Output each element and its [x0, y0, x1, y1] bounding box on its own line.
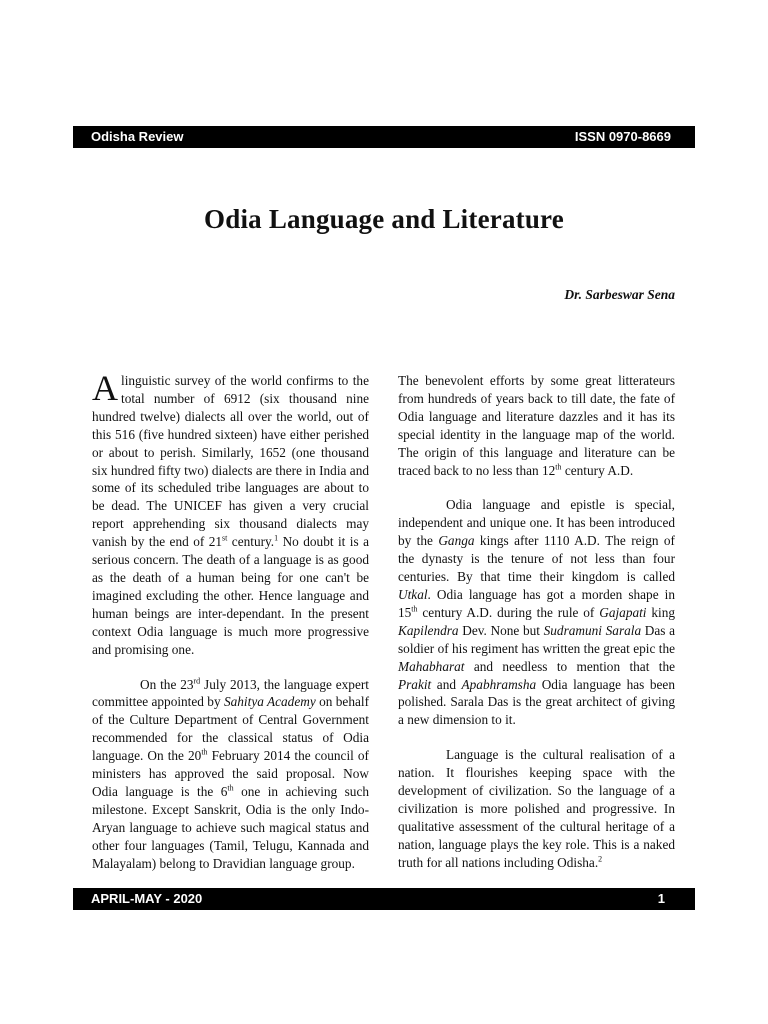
text-run: Odia language has been polished. Sarala Das is the great architect of giving a new dimension to it.	[398, 676, 675, 728]
right-column	[398, 372, 675, 889]
text-run: . Odia language has got a morden shape in 15	[398, 586, 675, 620]
italic-text: Mahabharat	[398, 658, 465, 674]
footnote-ref: 1	[274, 533, 279, 543]
journal-header-bar	[73, 126, 695, 148]
right-paragraph-1	[398, 372, 675, 479]
issn: ISSN 0970-8669	[574, 129, 671, 144]
italic-text: Sahitya Academy	[223, 694, 316, 710]
text-run: February 2014 the council of ministers has approved the said proposal. Now Odia language is the 6	[92, 748, 369, 799]
text-run: kings after 1110 A.D. The reign of the dynasty is the tenure of not less than four centuries. By that time their kingdom is called	[398, 533, 675, 585]
italic-text: Kapilendra	[398, 622, 459, 638]
superscript: th	[227, 783, 234, 793]
text-run: king	[646, 604, 675, 620]
left-paragraph-2	[92, 676, 369, 873]
superscript: st	[222, 533, 228, 543]
italic-text: Apabhramsha	[461, 676, 537, 692]
superscript: th	[201, 747, 208, 757]
right-paragraph-2	[398, 496, 675, 729]
superscript: rd	[193, 676, 201, 686]
text-run: Dev. None but	[458, 622, 544, 638]
text-run: century.	[227, 534, 275, 550]
footer-bar	[73, 888, 695, 910]
text-run: Das a soldier of his regiment has written the great epic the	[398, 622, 676, 656]
italic-text: Sudramuni Sarala	[543, 622, 642, 638]
footnote-ref: 2	[598, 854, 603, 864]
text-run: and needless to mention that the	[464, 658, 675, 674]
text-run: and	[431, 676, 462, 692]
italic-text: Gajapati	[599, 604, 647, 620]
journal-name: Odisha Review	[91, 129, 184, 144]
italic-text: Prakit	[398, 676, 432, 692]
italic-text: Ganga	[438, 533, 475, 549]
superscript: th	[555, 462, 562, 472]
italic-text: Utkal	[398, 586, 428, 602]
text-run: On the 23	[140, 676, 194, 692]
left-paragraph-1	[92, 368, 370, 659]
text-run: on behalf of the Culture Department of Central Government recommended for the classical status of Odia language. On the 20	[92, 694, 370, 764]
text-run: century A.D.	[561, 462, 634, 478]
superscript: th	[411, 604, 418, 614]
text-run: Language is the cultural realisation of a nation. It flourishes keeping space with the development of civilization. So the language of a civilization is more polished and progressive. In qualitative assessment of the cultural heritage of a nation, language plays the key role. This is a naked truth for all nations including Odisha.	[398, 747, 675, 870]
text-run: linguistic survey of the world confirms to the total number of 6912 (six thousand nine hundred twelve) dialects all over the world, out of this 516 (five hundred sixteen) have either perished or about to perish. Similarly, 1652 (one thousand six hundred fifty two) dialects are there in India and some of its scheduled tribe languages are about to be dead. The UNICEF has given a very crucial report apprehending six thousand dialects may vanish by the end of 21	[92, 373, 369, 550]
author-name: Dr. Sarbeswar Sena	[564, 287, 675, 302]
text-run: No doubt it is a serious concern. The death of a language is as good as the death of a human being for one can't be imagined excluding the other. Hence language and human beings are inter-dependant. In the present context Odia language is much more progressive and promising one.	[92, 534, 370, 657]
issue-date: APRIL-MAY - 2020	[91, 891, 203, 906]
text-run: The benevolent efforts by some great litterateurs from hundreds of years back to till date, the fate of Odia language and literature dazzles and it has its special identity in the language map of the world. The origin of this language and literature can be traced back to no less than 12	[398, 373, 675, 478]
text-run: century A.D. during the rule of	[417, 604, 600, 620]
right-paragraph-3	[398, 746, 675, 871]
text-run: Odia language and epistle is special, independent and unique one. It has been introduced by the	[398, 497, 675, 549]
text-run: July 2013, the language expert committee appointed by	[92, 676, 369, 710]
left-column	[92, 368, 370, 889]
article-title: Odia Language and Literature	[204, 204, 564, 234]
drop-cap: A	[92, 368, 118, 408]
text-run: one in achieving such milestone. Except Sanskrit, Odia is the only Indo-Aryan language to achieve such magical status and other four languages (Tamil, Telugu, Kannada and Malayalam) belong to Dravidian language group.	[92, 783, 370, 871]
page-number: 1	[657, 891, 665, 906]
